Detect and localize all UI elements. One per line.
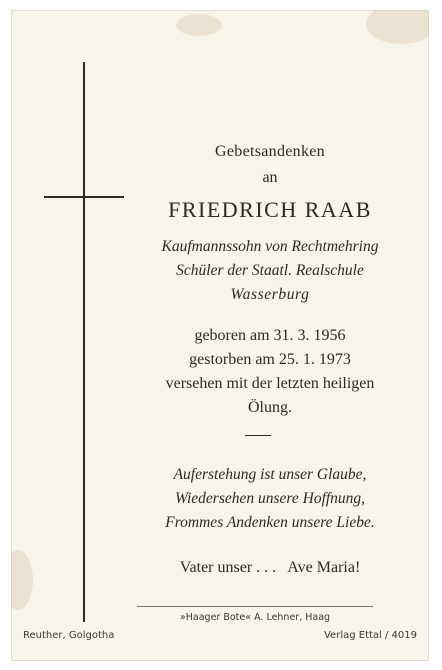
verse-line: Auferstehung ist unser Glaube, [173,466,367,483]
verse-line: Frommes Andenken unsere Liebe. [165,514,375,531]
description-line: Schüler der Staatl. Realschule [176,262,364,279]
age-stain [366,10,429,44]
publisher-credit: Verlag Ettal / 4019 [323,630,417,641]
cross-horizontal-bar [44,196,124,198]
age-stain [176,14,222,36]
card-heading: Gebetsandenken [215,143,325,160]
memorial-card [11,10,429,661]
printer-credit: »Haager Bote« A. Lehner, Haag [179,612,331,623]
card-an: an [262,169,278,186]
sacrament-line: versehen mit der letzten heiligen [165,375,375,392]
sacrament-line: Ölung. [248,399,292,416]
image-credit: Reuther, Golgotha [23,630,115,641]
age-stain [11,550,33,610]
cross-vertical-bar [83,62,85,622]
birth-date: geboren am 31. 3. 1956 [194,327,346,344]
description-line: Kaufmannssohn von Rechtmehring [161,238,379,255]
prayer-line: Vater unser . . . Ave Maria! [179,559,361,576]
verse-line: Wiedersehen unsere Hoffnung, [174,490,366,507]
description-line: Wasserburg [230,286,310,303]
death-date: gestorben am 25. 1. 1973 [189,351,351,368]
deceased-name: FRIEDRICH RAAB [168,197,372,222]
footer-divider [137,606,373,607]
divider [245,435,271,436]
